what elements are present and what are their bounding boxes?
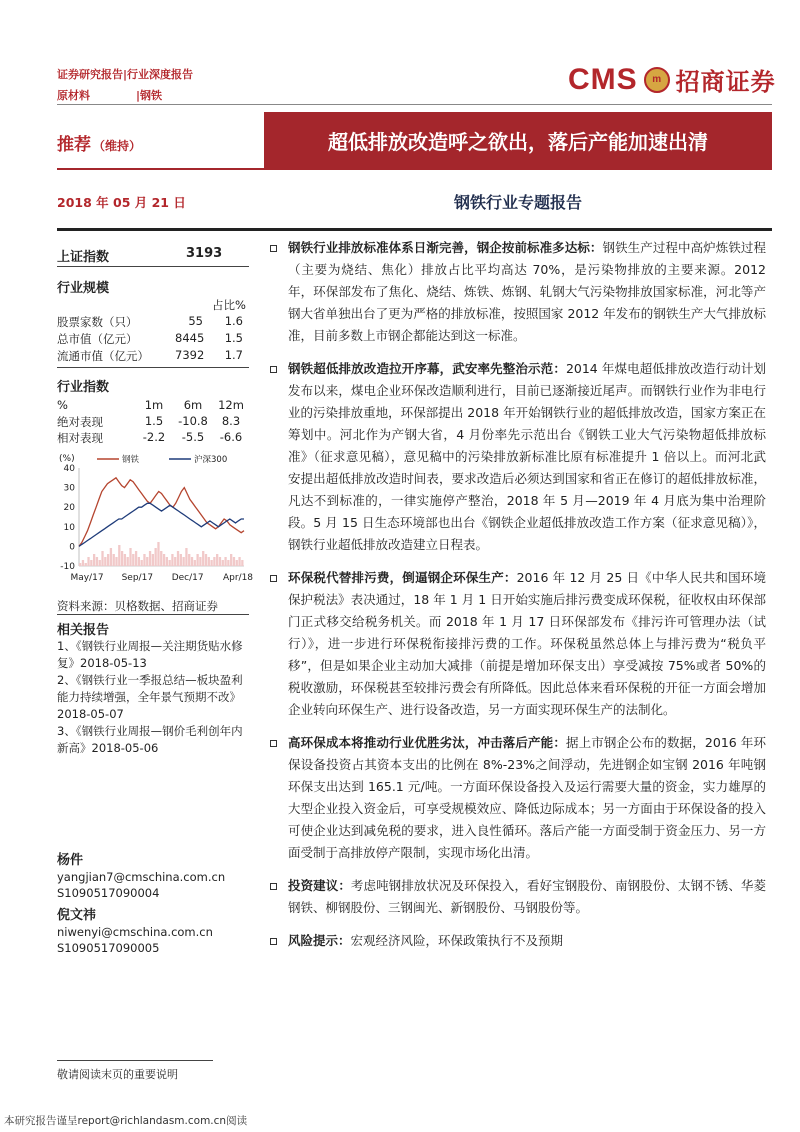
volume-bar xyxy=(118,545,120,566)
volume-bar xyxy=(171,554,173,566)
y-tick-label: 10 xyxy=(63,522,75,533)
footer-note: 敬请阅读末页的重要说明 xyxy=(57,1068,178,1081)
subtitle-rule xyxy=(57,228,772,231)
volume-bar xyxy=(210,560,212,566)
scale-row: 总市值（亿元） 8445 1.5 xyxy=(57,331,243,346)
y-tick-label: -10 xyxy=(60,562,75,572)
report-date: 2018 年 05 月 21 日 xyxy=(57,195,186,210)
volume-bar xyxy=(185,548,187,566)
bullet-item: 投资建议：考虑吨钢排放状况及环保投入，看好宝钢股份、南钢股份、太钢不锈、华菱钢铁、柳钢股份、三钢闽光、新钢股份、马钢股份等。 xyxy=(270,875,773,919)
bullet-square-icon xyxy=(270,575,277,582)
volume-bar xyxy=(196,554,198,566)
perf-row: 绝对表现 1.5 -10.8 8.3 xyxy=(57,414,241,429)
analyst-email[interactable]: yangjian7@cmschina.com.cn xyxy=(57,870,226,884)
bullet-square-icon xyxy=(270,245,277,252)
volume-bar xyxy=(110,548,112,566)
volume-bar xyxy=(104,557,106,566)
title-rule xyxy=(57,168,772,170)
perf-title: 行业指数 xyxy=(57,380,110,395)
bullet-square-icon xyxy=(270,366,277,373)
volume-bar xyxy=(230,554,232,566)
header-rule xyxy=(57,104,772,105)
related-item[interactable]: 1、《钢铁行业周报—关注期货贴水修 复》2018-05-13 xyxy=(57,639,243,670)
volume-bar xyxy=(138,557,140,566)
volume-bar xyxy=(143,554,145,566)
volume-bar xyxy=(90,560,92,566)
index-value: 3193 xyxy=(186,246,223,261)
x-tick-label: Sep/17 xyxy=(121,573,154,583)
volume-bar xyxy=(205,554,207,566)
analyst-name: 倪文祎 xyxy=(57,908,97,923)
bullet-item: 钢铁行业排放标准体系日渐完善，钢企按前标准多达标：钢铁生产过程中高炉炼铁过程（主要为烧结、焦化）排放占比平均高达 70%，是污染物排放的主要来源。2012 年，环保部发布了焦化、烧结、炼铁、炼钢、轧钢大气污染物排放国家标准，河北等产钢大省单独出台了更为严格的排放标准，按照国家 2012 年发布的钢铁生产大气排放标准，目前多数上市钢企都能达到这一标准。 xyxy=(270,237,773,347)
rating-label: 推荐 xyxy=(57,135,91,155)
analyst-id: S1090517090005 xyxy=(57,941,160,955)
rating xyxy=(57,130,141,155)
steel-series-line xyxy=(79,478,244,547)
sidebar-rule-3 xyxy=(57,614,249,615)
volume-bar xyxy=(241,560,243,566)
logo-mark-icon: m xyxy=(644,67,670,93)
analyst-email[interactable]: niwenyi@cmschina.com.cn xyxy=(57,925,213,939)
volume-bar xyxy=(85,563,87,566)
index-label: 上证指数 xyxy=(57,250,110,265)
report-subcategory: |钢铁 xyxy=(136,89,163,102)
volume-bar xyxy=(132,554,134,566)
bullet-square-icon xyxy=(270,938,277,945)
y-tick-label: 30 xyxy=(63,483,75,494)
volume-bar xyxy=(202,551,204,566)
volume-bar xyxy=(124,554,126,566)
volume-bar xyxy=(160,551,162,566)
main-body xyxy=(270,237,773,963)
volume-bar xyxy=(101,551,103,566)
footer-rule xyxy=(57,1060,213,1061)
volume-bar xyxy=(168,560,170,566)
bullet-item: 风险提示：宏观经济风险，环保政策执行不及预期 xyxy=(270,930,773,952)
legend-label: 沪深300 xyxy=(194,455,228,465)
volume-bar xyxy=(87,557,89,566)
volume-bar xyxy=(113,554,115,566)
scale-table xyxy=(57,314,249,365)
volume-bar xyxy=(152,554,154,566)
volume-bar xyxy=(157,542,159,566)
legend-label: 钢铁 xyxy=(122,455,140,465)
y-tick-label: 40 xyxy=(63,464,75,474)
sidebar-rule-2 xyxy=(57,367,249,368)
volume-bar xyxy=(213,557,215,566)
volume-bar xyxy=(121,551,123,566)
volume-bar xyxy=(96,557,98,566)
report-title: 超低排放改造呼之欲出，落后产能加速出清 xyxy=(264,112,772,168)
perf-header: % 1m 6m 12m xyxy=(57,398,244,412)
related-item[interactable]: 3、《钢铁行业周报—钢价毛利创年内 新高》2018-05-06 xyxy=(57,724,243,755)
bullet-item: 钢铁超低排放改造拉开序幕，武安率先整治示范：2014 年煤电超低排放改造行动计划发布以来，煤电企业环保改造顺利进行，目前已逐渐接近尾声。而钢铁行业作为非电行业的污染排放重地，环保部提出 2018 年开始钢铁行业的超低排放改造，国家方案正在筹划中。河北作为产钢大省，4 月份率先示范出台《钢铁工业大气污染物超低排放标准》（征求意见稿），意见稿中的污染排放新标准比原有标准提升 1 倍以上。而河北武安提出超低排放改造时间表，要求改造后必须达到国家和省正在修订的超低排放标准，凡达不到标准的，一律实施停产整治，2018 年 5 月—2019 年 4 月底为集中治理阶段。5 月 15 日生态环境部也出台《钢铁企业超低排放改造工作方案（征求意见稿）》，钢铁行业超低排放改造建立日程表。 xyxy=(270,358,773,556)
perf-row: 相对表现 -2.2 -5.5 -6.6 xyxy=(57,430,243,445)
volume-bar xyxy=(180,554,182,566)
volume-bar xyxy=(222,560,224,566)
index-chart xyxy=(57,450,257,590)
rating-note: （维持） xyxy=(93,139,142,153)
volume-bar xyxy=(227,560,229,566)
x-tick-label: May/17 xyxy=(70,573,104,583)
y-tick-label: 0 xyxy=(69,542,75,553)
logo-cn: 招商证券 xyxy=(675,68,776,96)
volume-bar xyxy=(155,548,157,566)
bullet-item: 高环保成本将推动行业优胜劣汰，冲击落后产能：据上市钢企公布的数据，2016 年环保设备投资占其资本支出的比例在 8%-23%之间浮动，先进钢企如宝钢 2016 年吨钢环保支出达到 165.1 元/吨。一方面环保设备投入及运行需要大量的资金，实力雄厚的大型企业投入资金后，可享受规模效应、降低边际成本；另一方面由于环保设备的投入可使企业达到减免税的要求，进入良性循环。落后产能一方面受制于资金压力、另一方面受制于高排放停产限制，实现市场化出清。 xyxy=(270,732,773,864)
report-subtitle: 钢铁行业专题报告 xyxy=(453,193,582,212)
volume-bar xyxy=(163,554,165,566)
volume-bar xyxy=(233,557,235,566)
scale-title: 行业规模 xyxy=(57,281,110,296)
perf-table xyxy=(57,398,249,446)
related-list xyxy=(57,638,252,757)
analyst-id: S1090517090004 xyxy=(57,886,160,900)
related-title: 相关报告 xyxy=(57,623,110,638)
volume-bar xyxy=(82,560,84,566)
index-chart-svg xyxy=(57,450,257,590)
scale-row: 股票家数（只） 55 1.6 xyxy=(57,314,243,329)
cms-logo xyxy=(568,62,776,97)
volume-bar xyxy=(224,557,226,566)
chart-source: 资料来源：贝格数据、招商证券 xyxy=(57,599,218,613)
volume-bar xyxy=(194,560,196,566)
report-category: 原材料 xyxy=(57,89,90,102)
volume-bar xyxy=(236,560,238,566)
sidebar-rule-1 xyxy=(57,266,249,267)
bullet-item: 环保税代替排污费，倒逼钢企环保生产：2016 年 12 月 25 日《中华人民共和国环境保护税法》表决通过，18 年 1 月 1 日开始实施后排污费变成环保税，征收权由环保部门正式移交给税务机关。而 2018 年 1 月 17 日环保部发布《排污许可管理办法（试行）》，进一步进行环保税衔接排污费的工作。环保税虽然总体上与排污费为“税负平移”，但是如果企业主动加大减排（前提是增加环保支出）享受减按 75%或者 50%的税收激励，环保税甚至较排污费会有所降低。因此总体来看环保税的开征一方面会增加企业转向环保生产、进行设备改造，另一方面实现环保生产的法制化。 xyxy=(270,567,773,721)
report-type: 证券研究报告|行业深度报告 xyxy=(57,68,194,81)
volume-bar xyxy=(93,554,95,566)
volume-bar xyxy=(216,554,218,566)
analyst-block xyxy=(57,852,252,956)
volume-bar xyxy=(238,557,240,566)
logo-en: CMS xyxy=(568,62,638,96)
volume-bar xyxy=(166,557,168,566)
volume-bar xyxy=(129,548,131,566)
volume-bar xyxy=(146,557,148,566)
volume-bar xyxy=(208,557,210,566)
volume-bar xyxy=(115,557,117,566)
volume-bar xyxy=(182,557,184,566)
related-item[interactable]: 2、《钢铁行业一季报总结—板块盈利 能力持续增强，全年景气预期不改》 2018-05-07 xyxy=(57,673,243,721)
y-tick-label: 20 xyxy=(63,503,75,514)
volume-bar xyxy=(99,560,101,566)
chart-ylabel: (%) xyxy=(59,454,75,464)
watermark: 本研究报告谨呈report@richlandasm.com.cn阅读 xyxy=(4,1115,248,1127)
volume-bar xyxy=(141,560,143,566)
volume-bar xyxy=(188,554,190,566)
volume-bar xyxy=(177,551,179,566)
volume-bar xyxy=(107,554,109,566)
volume-bar xyxy=(199,557,201,566)
scale-col-header: 占比% xyxy=(212,298,246,312)
bullet-square-icon xyxy=(270,740,277,747)
volume-bar xyxy=(135,551,137,566)
volume-bar xyxy=(191,557,193,566)
volume-bar xyxy=(149,551,151,566)
x-tick-label: Apr/18 xyxy=(222,573,254,583)
volume-bar xyxy=(174,557,176,566)
volume-bar xyxy=(127,557,129,566)
volume-bar xyxy=(79,563,81,566)
scale-row: 流通市值（亿元） 7392 1.7 xyxy=(57,348,243,363)
bullet-square-icon xyxy=(270,883,277,890)
volume-bar xyxy=(219,557,221,566)
analyst-name: 杨件 xyxy=(57,853,84,868)
x-tick-label: Dec/17 xyxy=(171,573,204,583)
